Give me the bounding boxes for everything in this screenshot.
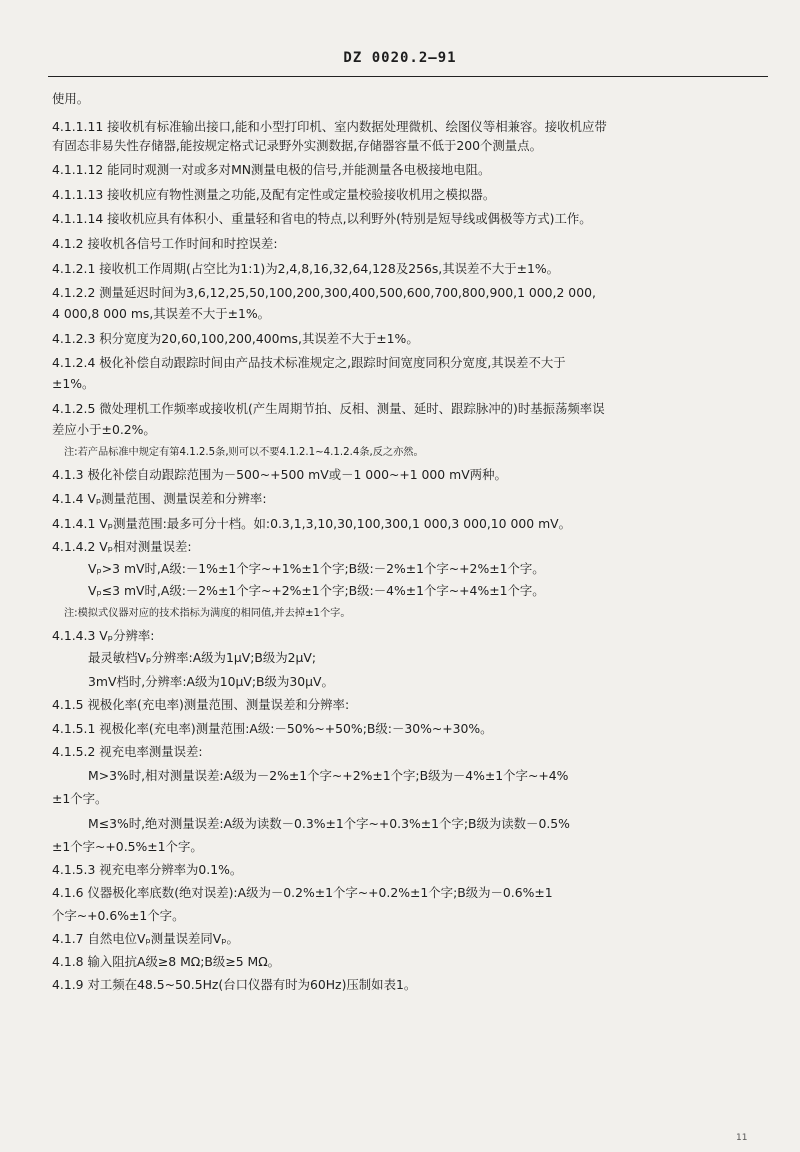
text-line: Vₚ≤3 mV时,A级:－2%±1个字~+2%±1个字;B级:－4%±1个字~+4%±1个字。 bbox=[88, 583, 545, 598]
page-number: 11 bbox=[736, 1133, 748, 1143]
clause-4-1-1-14: 4.1.1.14 接收机应具有体积小、重量轻和省电的特点,以利野外(特别是短导线或偶极等方式)工作。 bbox=[52, 211, 592, 226]
text-line: M>3%时,相对测量误差:A级为－2%±1个字~+2%±1个字;B级为－4%±1个字~+4% bbox=[88, 768, 569, 783]
clause-4-1-2-1: 4.1.2.1 接收机工作周期(占空比为1:1)为2,4,8,16,32,64,128及256s,其误差不大于±1%。 bbox=[52, 261, 560, 276]
clause-4-1-5: 4.1.5 视极化率(充电率)测量范围、测量误差和分辨率: bbox=[52, 697, 350, 712]
clause-4-1-1-11: 4.1.1.11 接收机有标准输出接口,能和小型打印机、室内数据处理微机、绘图仪等相兼容。接收机应带 bbox=[52, 119, 607, 134]
text-line: 最灵敏档Vₚ分辨率:A级为1μV;B级为2μV; bbox=[88, 650, 317, 665]
clause-4-1-6: 4.1.6 仪器极化率底数(绝对误差):A级为－0.2%±1个字~+0.2%±1个字;B级为－0.6%±1 bbox=[52, 885, 553, 900]
clause-4-1-4-3: 4.1.4.3 Vₚ分辨率: bbox=[52, 628, 155, 643]
text-line: ±1个字。 bbox=[52, 791, 108, 806]
clause-4-1-2: 4.1.2 接收机各信号工作时间和时控误差: bbox=[52, 236, 278, 251]
text-line: 3mV档时,分辨率:A级为10μV;B级为30μV。 bbox=[88, 674, 334, 689]
text-line: Vₚ>3 mV时,A级:－1%±1个字~+1%±1个字;B级:－2%±1个字~+2%±1个字。 bbox=[88, 561, 545, 576]
text-line: ±1%。 bbox=[52, 376, 95, 391]
note: 注:若产品标准中规定有第4.1.2.5条,则可以不要4.1.2.1~4.1.2.4条,反之亦然。 bbox=[64, 447, 424, 458]
clause-4-1-1-12: 4.1.1.12 能同时观测一对或多对MN测量电极的信号,并能测量各电极接地电阻。 bbox=[52, 162, 491, 177]
clause-4-1-2-4: 4.1.2.4 极化补偿自动跟踪时间由产品技术标准规定之,跟踪时间宽度同积分宽度,其误差不大于 bbox=[52, 355, 566, 370]
clause-4-1-9: 4.1.9 对工频在48.5~50.5Hz(台口仪器有时为60Hz)压制如表1。 bbox=[52, 977, 417, 992]
clause-4-1-8: 4.1.8 输入阻抗A级≥8 MΩ;B级≥5 MΩ。 bbox=[52, 954, 281, 969]
clause-4-1-7: 4.1.7 自然电位Vₚ测量误差同Vₚ。 bbox=[52, 931, 239, 946]
clause-4-1-3: 4.1.3 极化补偿自动跟踪范围为－500~+500 mV或－1 000~+1 000 mV两种。 bbox=[52, 467, 507, 482]
document-header: DZ 0020.2—91 bbox=[343, 50, 457, 66]
header-rule bbox=[48, 76, 768, 77]
text-line: 个字~+0.6%±1个字。 bbox=[52, 908, 185, 923]
text-line: 4 000,8 000 ms,其误差不大于±1%。 bbox=[52, 306, 271, 321]
text-line: 差应小于±0.2%。 bbox=[52, 422, 156, 437]
clause-4-1-5-3: 4.1.5.3 视充电率分辨率为0.1%。 bbox=[52, 862, 243, 877]
clause-4-1-2-2: 4.1.2.2 测量延迟时间为3,6,12,25,50,100,200,300,400,500,600,700,800,900,1 000,2 000, bbox=[52, 285, 596, 300]
clause-4-1-1-13: 4.1.1.13 接收机应有物性测量之功能,及配有定性或定量校验接收机用之模拟器。 bbox=[52, 187, 496, 202]
clause-4-1-5-1: 4.1.5.1 视极化率(充电率)测量范围:A级:－50%~+50%;B级:－30%~+30%。 bbox=[52, 721, 493, 736]
text-line: M≤3%时,绝对测量误差:A级为读数－0.3%±1个字~+0.3%±1个字;B级为读数－0.5% bbox=[88, 816, 570, 831]
clause-4-1-4: 4.1.4 Vₚ测量范围、测量误差和分辨率: bbox=[52, 491, 267, 506]
text-line: ±1个字~+0.5%±1个字。 bbox=[52, 839, 203, 854]
clause-4-1-4-2: 4.1.4.2 Vₚ相对测量误差: bbox=[52, 539, 192, 554]
text-line: 有固态非易失性存储器,能按规定格式记录野外实测数据,存储器容量不低于200个测量点。 bbox=[52, 138, 542, 153]
clause-4-1-2-3: 4.1.2.3 积分宽度为20,60,100,200,400ms,其误差不大于±1%。 bbox=[52, 331, 419, 346]
clause-4-1-4-1: 4.1.4.1 Vₚ测量范围:最多可分十档。如:0.3,1,3,10,30,100,300,1 000,3 000,10 000 mV。 bbox=[52, 516, 572, 531]
clause-4-1-5-2: 4.1.5.2 视充电率测量误差: bbox=[52, 744, 203, 759]
note: 注:模拟式仪器对应的技术指标为满度的相同值,并去掉±1个字。 bbox=[64, 608, 351, 619]
clause-4-1-2-5: 4.1.2.5 微处理机工作频率或接收机(产生周期节拍、反相、测量、延时、跟踪脉冲的)时基振荡频率误 bbox=[52, 401, 605, 416]
text-line: 使用。 bbox=[52, 91, 90, 106]
